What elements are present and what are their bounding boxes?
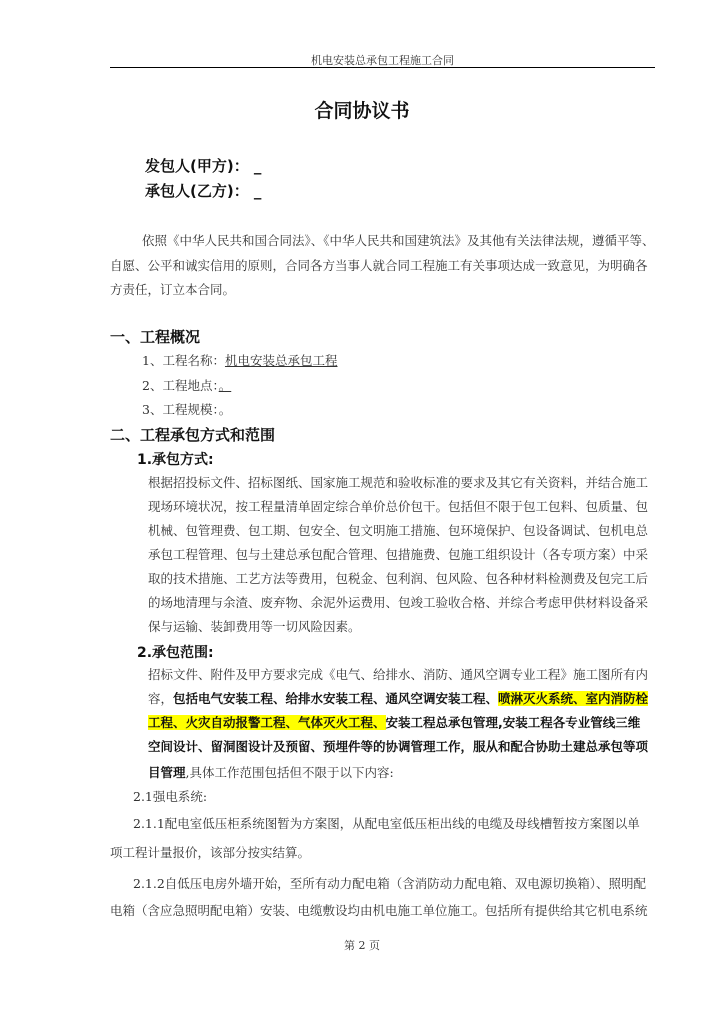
page-number: 第 2 页 xyxy=(344,939,380,952)
method-line-4: 承包工程管理、包与土建总承包配合管理、包措施费、包施工组织设计（各专项方案）中采 xyxy=(148,547,649,562)
method-line-7: 保与运输、装卸费用等一切风险因素。 xyxy=(148,619,361,634)
project-name xyxy=(142,352,337,370)
method-line-5: 取的技术措施、工艺方法等费用，包税金、包利润、包风险、包各种材料检测费及包完工后 xyxy=(148,571,649,586)
party-a: 发包人(甲方)： _ xyxy=(145,157,262,175)
scope-line-3-b: 安装工程总承包管理 xyxy=(385,715,499,730)
scope-line-2 xyxy=(148,690,648,708)
section-1-heading: 一、工程概况 xyxy=(110,328,201,346)
project-name-label: 1、工程名称： xyxy=(142,353,225,368)
scope-line-3 xyxy=(148,714,640,732)
scope-line-2-b: 包括电气安装工程、给排水安装工程、通风空调安装工程、 xyxy=(173,691,499,706)
method-line-1: 根据招投标文件、招标图纸、国家施工规范和验收标准的要求及其它有关资料，并结合施工 xyxy=(148,475,649,490)
scope-line-5-b: ,具体工作范围包括但不限于以下内容: xyxy=(185,765,394,780)
project-location-label: 2、工程地点： xyxy=(142,378,219,393)
contract-method-heading: 1.承包方式: xyxy=(137,452,214,468)
scope-line-2-a: 容， xyxy=(148,691,174,706)
scope-line-3-c: ,安装工程各专业管线三维 xyxy=(498,715,641,730)
section-2-heading: 二、工程承包方式和范围 xyxy=(110,426,276,444)
method-line-2: 现场环境状况，按工程量清单固定综合单价总价包干。包括但不限于包工包料、包质量、包 xyxy=(148,499,649,514)
section-2-1-1-line-1: 2.1.1配电室低压柜系统图暂为方案图，从配电室低压柜出线的电缆及母线槽暂按方案图以单 xyxy=(133,816,640,831)
method-line-3: 机械、包管理费、包工期、包安全、包文明施工措施、包环境保护、包设备调试、包机电总 xyxy=(148,523,649,538)
intro-line-1: 依照《中华人民共和国合同法》、《中华人民共和国建筑法》及其他有关法律法规，遵循平等、 xyxy=(142,233,655,248)
scope-line-5-a: 目管理 xyxy=(148,765,186,780)
party-b: 承包人(乙方)： _ xyxy=(145,182,262,200)
intro-line-3: 方责任，订立本合同。 xyxy=(110,282,236,297)
section-2-1: 2.1强电系统: xyxy=(133,789,208,804)
page-title: 合同协议书 xyxy=(314,100,410,122)
scope-line-4: 空间设计、留洞图设计及预留、预埋件等的协调管理工作，服从和配合协助土建总承包等项 xyxy=(148,739,649,754)
project-scale: 3、工程规模：。 xyxy=(142,402,232,417)
contract-scope-heading: 2.承包范围: xyxy=(137,645,214,661)
scope-line-5 xyxy=(148,764,394,782)
running-header: 机电安装总承包工程施工合同 xyxy=(311,54,454,67)
section-2-1-2-line-2: 电箱（含应急照明配电箱）安装、电缆敷设均由机电施工单位施工。包括所有提供给其它机电系统 xyxy=(110,903,648,918)
scope-line-1: 招标文件、附件及甲方要求完成《电气、给排水、消防、通风空调专业工程》施工图所有内 xyxy=(148,667,649,682)
project-location-value: 。 xyxy=(218,378,232,393)
intro-line-2: 自愿、公平和诚实信用的原则，合同各方当事人就合同工程施工有关事项达成一致意见，为明确各 xyxy=(110,258,648,273)
section-2-1-2-line-1: 2.1.2自低压电房外墙开始，至所有动力配电箱（含消防动力配电箱、双电源切换箱）、照明配 xyxy=(133,876,647,891)
section-2-1-1-line-2: 项工程计量报价，该部分按实结算。 xyxy=(110,845,311,860)
scope-line-2-highlight: 喷淋灭火系统、室内消防栓 xyxy=(498,691,649,706)
header-divider xyxy=(110,67,655,68)
method-line-6: 的场地清理与余渣、废弃物、余泥外运费用、包竣工验收合格、并综合考虑甲供材料设备采 xyxy=(148,595,649,610)
project-name-value: 机电安装总承包工程 xyxy=(224,353,338,368)
project-location xyxy=(142,377,231,395)
scope-line-3-highlight: 工程、火灾自动报警工程、气体灭火工程、 xyxy=(148,715,386,730)
